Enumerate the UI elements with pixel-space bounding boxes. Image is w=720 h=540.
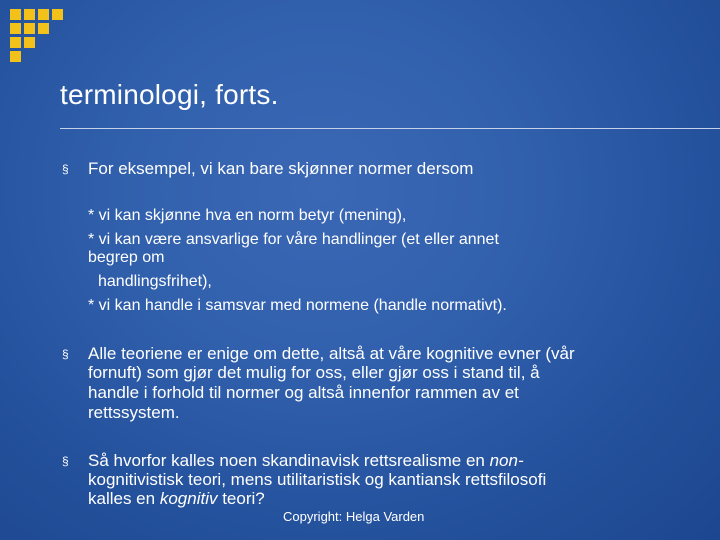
copyright-text: Copyright: Helga Varden (283, 509, 425, 524)
logo-squares (10, 9, 62, 61)
logo-square (38, 9, 49, 20)
bullet-1-subline: * vi kan være ansvarlige for våre handlinger (et eller annet (88, 231, 499, 248)
bullet-1-subline: * vi kan skjønne hva en norm betyr (mening), (88, 207, 407, 224)
bullet-1-subline: begrep om (88, 249, 165, 266)
bullet-1-subline: handlingsfrihet), (98, 273, 212, 290)
bullet-2-line: fornuft) som gjør det mulig for oss, eller gjør oss i stand til, å (88, 363, 540, 382)
bullet-3-emphasis: non- (489, 451, 524, 470)
logo-square (10, 37, 21, 48)
slide-title: terminologi, forts. (60, 79, 279, 110)
bullet-marker: § (62, 347, 69, 361)
bullet-1-text: For eksempel, vi kan bare skjønner normer dersom (88, 159, 474, 178)
bullet-3-text: kalles en (88, 489, 160, 508)
title-divider (60, 128, 720, 129)
bullet-marker: § (62, 454, 69, 468)
logo-square (10, 9, 21, 20)
logo-square (38, 23, 49, 34)
bullet-2-line: rettssystem. (88, 403, 180, 422)
bullet-3-emphasis: kognitiv (159, 489, 218, 508)
bullet-3-line (88, 490, 265, 507)
logo-square (24, 9, 35, 20)
bullet-2-line: handle i forhold til normer og altså innenfor rammen av et (88, 383, 519, 402)
bullet-2-line: Alle teoriene er enige om dette, altså at våre kognitive evner (vår (88, 344, 575, 363)
logo-square (10, 23, 21, 34)
bullet-marker: § (62, 162, 69, 176)
bullet-3-line (88, 452, 524, 469)
logo-square (24, 23, 35, 34)
bullet-3-text: teori? (217, 489, 265, 508)
bullet-1-subline: * vi kan handle i samsvar med normene (handle normativt). (88, 297, 507, 314)
logo-square (52, 9, 63, 20)
bullet-3-text: Så hvorfor kalles noen skandinavisk rettsrealisme en (88, 451, 490, 470)
logo-square (24, 37, 35, 48)
bullet-3-line: kognitivistisk teori, mens utilitaristisk og kantiansk rettsfilosofi (88, 470, 547, 489)
logo-square (10, 51, 21, 62)
